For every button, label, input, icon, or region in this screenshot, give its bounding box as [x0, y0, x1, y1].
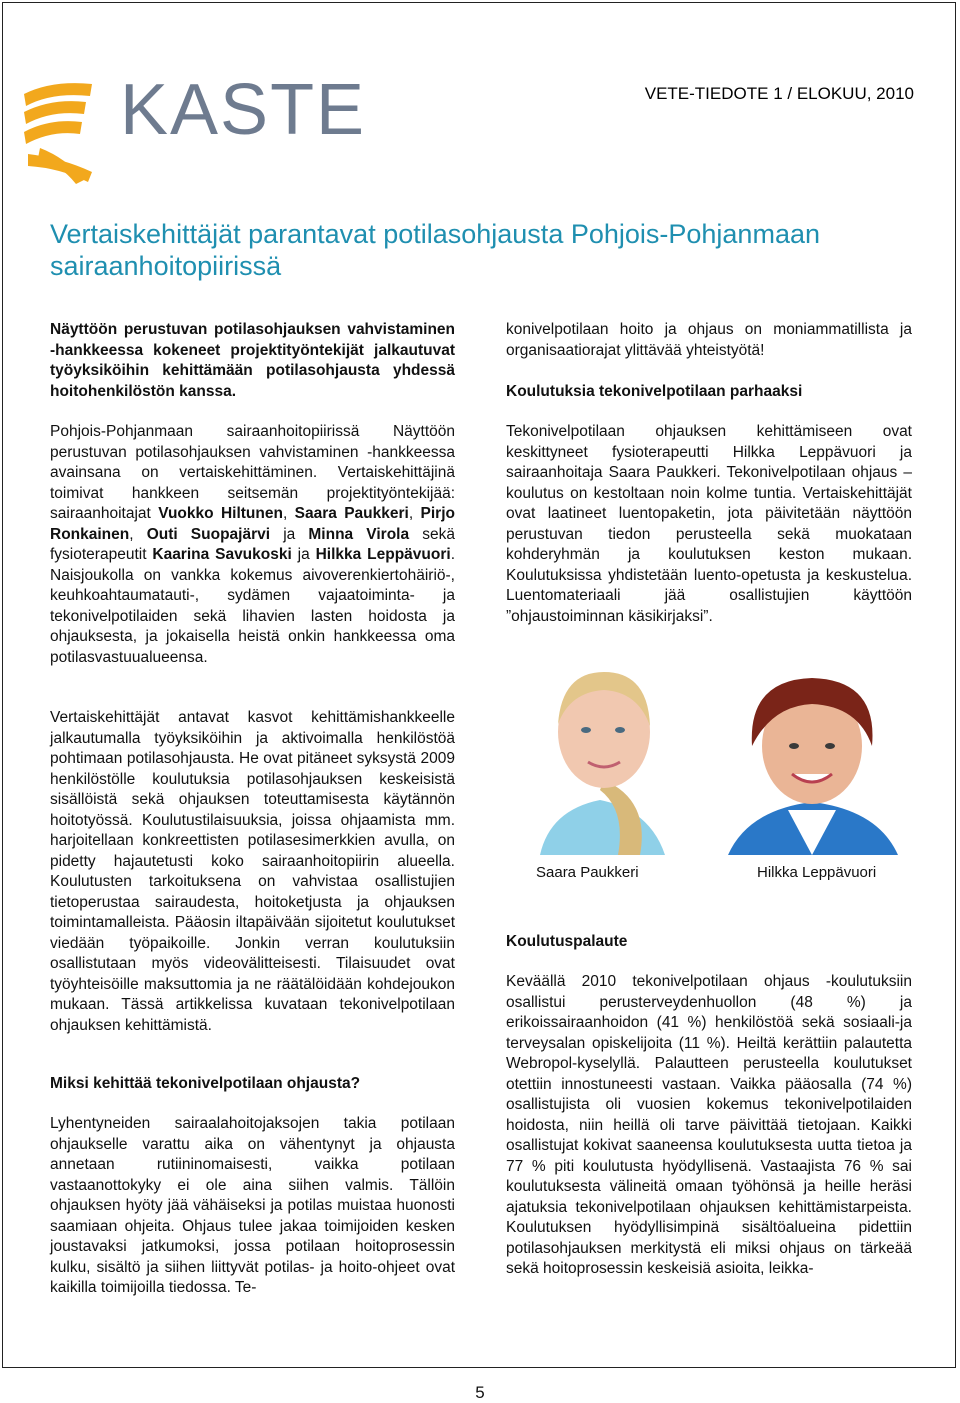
separator: ja [270, 525, 309, 543]
photo-caption: Hilkka Leppävuori [757, 864, 877, 881]
lead-paragraph: Näyttöön perustuvan potilasohjauksen vahvistaminen -hankkeessa kokeneet projektityöntekijät jalkautuvat työyksiköihin kehittämään potilasohjausta yhdessä hoitohenkilöstön kanssa. [50, 321, 455, 400]
logo-wordmark: KASTE [120, 70, 367, 150]
person-name: Saara Paukkeri [294, 505, 409, 522]
right-column [506, 320, 912, 361]
body-paragraph: Tekonivelpotilaan ohjauksen kehittämiseen ovat keskittyneet fysioterapeutti Hilkka Leppävuori ja sairaanhoitaja Saara Paukkeri. Tekonivelpotilaan ohjaus –koulutus on kestoltaan noin kolme tuntia. Vertaiskehittäjät ovat laatineet luentopaketin, jota päivitetään näyttöön perustuvan tiedon perusteella sekä muokataan kohderyhmän ja koulutuksen keston mukaan. Koulutuksissa yhdistetään luento-opetusta ja keskustelua. Luentomateriaali jää osallistujien käyttöön ”ohjaustoiminnan käsikirjaksi”. [506, 423, 912, 625]
right-column-body [506, 422, 912, 627]
portrait-illustration [500, 650, 708, 855]
left-column-body-3 [50, 1114, 455, 1299]
person-name: Outi Suopajärvi [146, 525, 271, 543]
person-name: Kaarina Savukoski [152, 546, 292, 563]
photo-caption: Saara Paukkeri [536, 864, 639, 881]
body-paragraph: Lyhentyneiden sairaalahoitojaksojen takia potilaan ohjaukselle varattu aika on vähentynyt ja ohjausta annetaan rutiininomaisesti, vaikka potilaan vastaanottokyky ei ole aina siihen valmis. Tällöin ohjauksen hyöty jää vähäiseksi ja potilas muistaa huonosti saamiaan ohjeita. Ohjaus tulee jakaa toimijoiden kesken joustavaksi jatkumoksi, jossa potilaan hoitoprosessin kulku, sisältö ja siihen liittyvät potilas- ja hoito-ohjeet ovat kaikilla toimijoilla tiedossa. Te- [50, 1115, 455, 1296]
separator: , [408, 505, 421, 522]
portrait-photo [500, 650, 708, 855]
intro-text: Pohjois-Pohjanmaan sairaanhoitopiirissä Näyttöön perustuvan potilasohjauksen vahvistaminen -hankkeessa avainsana on vertaiskehittäminen. Vertaiskehittäjinä toimivat hankkeen seitsemän projektityöntekijää: sairaanhoitajat [50, 423, 455, 522]
body-paragraph: Keväällä 2010 tekonivelpotilaan ohjaus -koulutuksiin osallistui perusterveydenhuollon (48 %) ja erikoissairaanhoidon (41 %) henkilöstöä sekä sosiaali-ja terveysalan opiskelijoita (11 %). Heiltä kerättiin palautetta Webropol-kyselyllä. Palautteen perusteella koulutukset otettiin innostuneesti vastaan. Vaikka pääosalla (74 %) osallistujista oli vuosien kokemus tekonivelpotilaiden hoidosta, niin heillä oli tarve päivittää tietojaan. Kaikki osallistujat kokivat saaneensa koulutuksesta uutta tietoa ja 77 % piti koulutusta hyödyllisenä. Vastaajista 76 % sai koulutuksesta välineitä omaan työhönsä ja heille heräsi ajatuksia tekonivelpotilaan ohjauksen kehittämistarpeista. Koulutuksen hyödyllisimpinä sisältöalueina pidettiin potilasohjauksen merkitystä eli miksi ohjaus on tärkeää sekä hoitoprosessin keskeisiä asioita, leikka- [506, 973, 912, 1277]
right-column-body-2 [506, 972, 912, 1280]
body-paragraph: Vertaiskehittäjät antavat kasvot kehittämishankkeelle jalkautumalla työyksiköihin ja aktivoimalla henkilöstöä pohtimaan potilasohjausta. He ovat pitäneet syksystä 2009 henkilöstölle koulutuksia potilasohjauksen keskeisistä sisällöistä sekä ohjauksen toteuttamisesta käytännön hoitotyössä. Koulutustilaisuuksia, joissa ohjaamista mm. harjoitellaan konkreettisten potilasesimerkkien avulla, on pidetty hajautetusti koko sairaanhoitopiirin alueella. Koulutusten tarkoituksena on vahvistaa osallistujien tietoperustaa sairaudesta, hoitoketjusta ja ohjauksen toimintamalleista. Pääosin iltapäivään sijoitetut koulutukset viedään työpaikoille. Jonkin verran koulutuksiin osallistutaan myös videovälitteisesti. Tilaisuudet ovat työyhteisöille maksuttomia ja ne räätälöidään kohdejoukon mukaan. Tässä artikkelissa kuvataan tekonivelpotilaan ohjauksen kehittämistä. [50, 709, 455, 1034]
left-column [50, 320, 455, 402]
portrait-illustration [708, 650, 916, 855]
person-name: Minna Virola [308, 525, 410, 543]
article-title: Vertaiskehittäjät parantavat potilasohjausta Pohjois-Pohjanmaan sairaanhoitopiirissä [50, 219, 820, 281]
person-name: Hilkka Leppävuori [315, 546, 451, 563]
issue-label: VETE-TIEDOTE 1 / ELOKUU, 2010 [644, 84, 914, 103]
intro-text-end: . Naisjoukolla on vankka kokemus aivoverenkiertohäiriö-, keuhkoahtaumatauti-, sydämen vajaatoiminta- ja tekonivelpotilaiden sekä lihavien lasten hoidosta ja ohjauksesta, ja jokaisella heistä onkin hankkeessa oma potilasvastuualueensa. [50, 546, 455, 666]
page-number: 5 [475, 1383, 485, 1402]
separator: , [282, 505, 295, 522]
kaste-logo-mark-icon [22, 62, 122, 186]
body-paragraph: konivelpotilaan hoito ja ohjaus on moniammatillista ja organisaatiorajat ylittävää yhteistyötä! [506, 321, 912, 359]
kaste-logo [22, 62, 382, 186]
intro-paragraph [50, 422, 455, 668]
separator: ja [291, 546, 316, 563]
section-heading: Koulutuksia tekonivelpotilaan parhaaksi [506, 383, 803, 400]
section-heading: Koulutuspalaute [506, 933, 628, 950]
left-column-body-2 [50, 708, 455, 1036]
person-name: Vuokko Hiltunen [158, 505, 283, 522]
left-column-body [50, 422, 455, 668]
person-name: Pirjo Ronkainen [50, 505, 455, 543]
separator: sekä fysioterapeutit [50, 525, 455, 563]
section-heading: Miksi kehittää tekonivelpotilaan ohjausta? [50, 1075, 361, 1092]
portrait-photo [708, 650, 916, 855]
separator: , [129, 525, 147, 543]
